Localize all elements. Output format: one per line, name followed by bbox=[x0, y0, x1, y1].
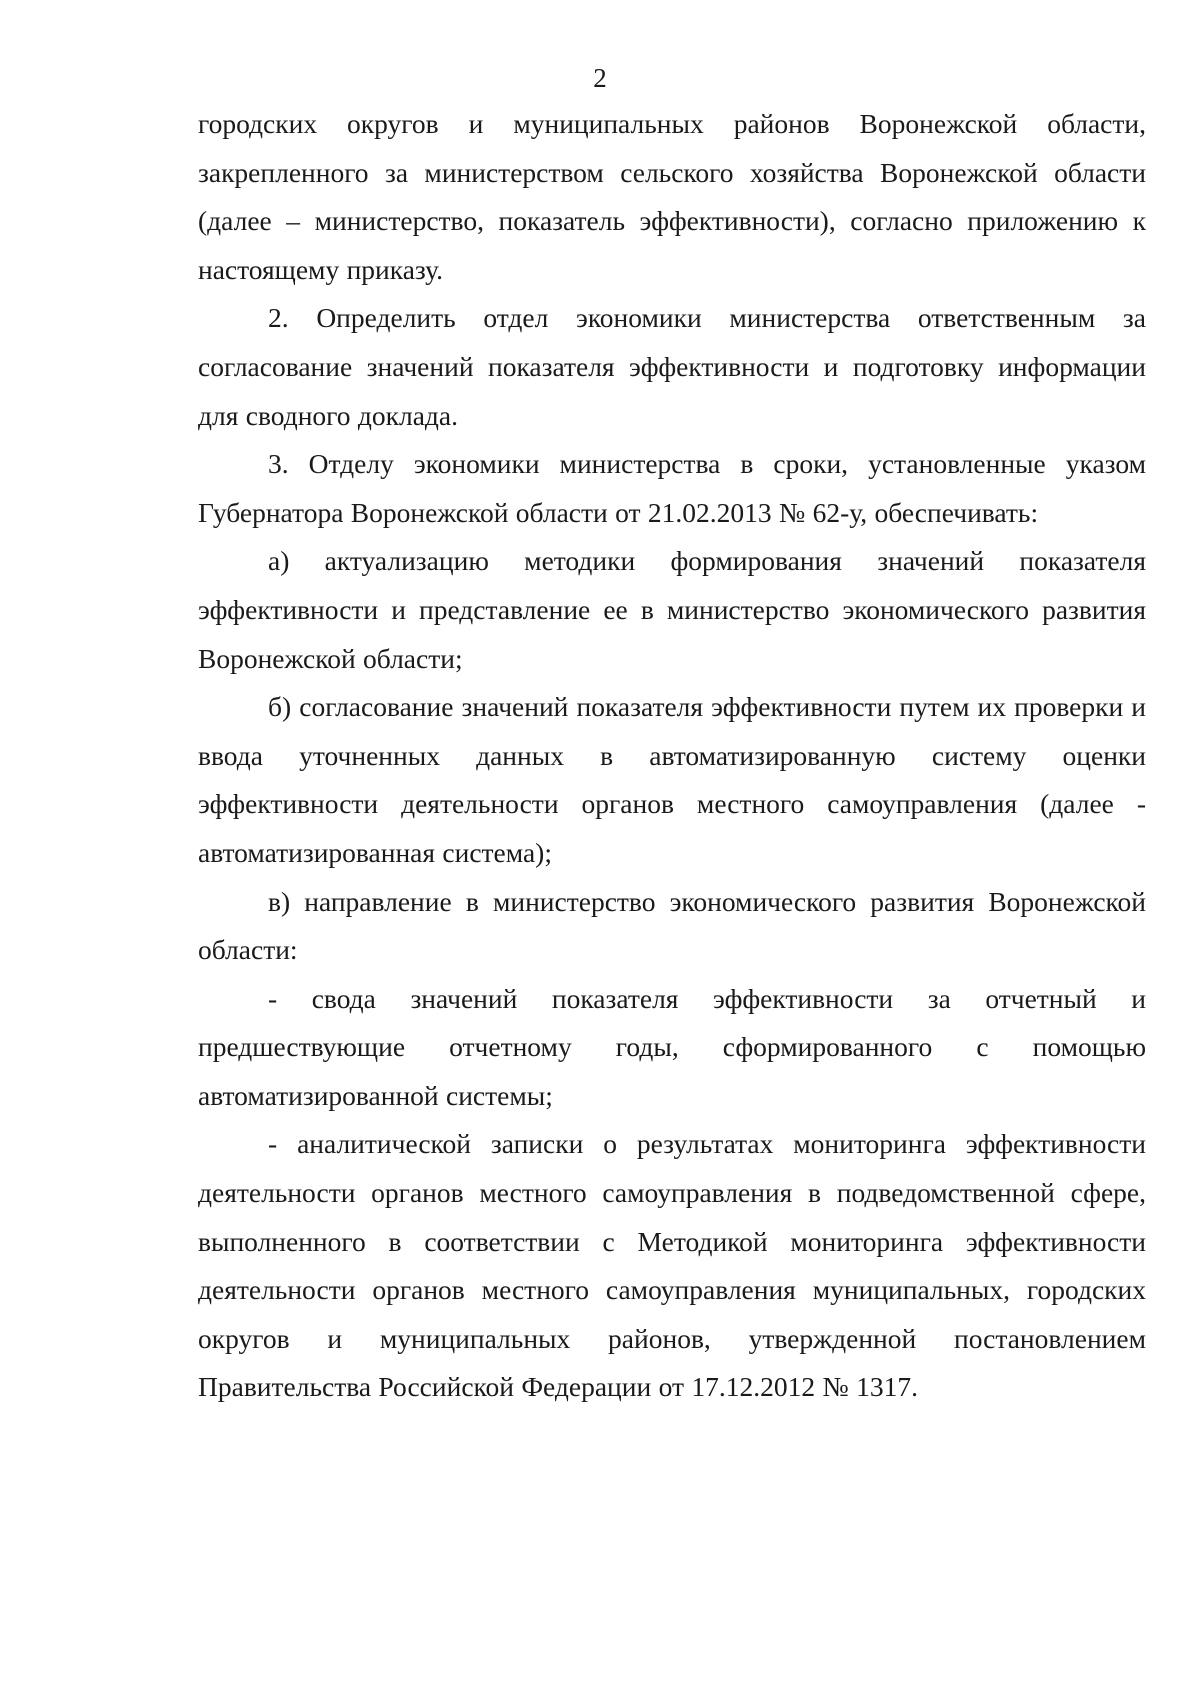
paragraph-item-3v: в) направление в министерство экономического развития Воронежской области: bbox=[198, 885, 1146, 966]
paragraph-item-3v-dash1: - свода значений показателя эффективности за отчетный и предшествующие отчетному годы, сформированного с помощью автоматизированной системы; bbox=[198, 982, 1146, 1111]
paragraph-item-2: 2. Определить отдел экономики министерства ответственным за согласование значений показателя эффективности и подготовку информации для сводного доклада. bbox=[198, 302, 1146, 431]
paragraph-item-3a: а) актуализацию методики формирования значений показателя эффективности и представление ее в министерство экономического развития Воронежской области; bbox=[198, 545, 1146, 674]
paragraph-item-3: 3. Отделу экономики министерства в сроки, установленные указом Губернатора Воронежской области от 21.02.2013 № 62-у, обеспечивать: bbox=[198, 448, 1146, 528]
document-body bbox=[198, 100, 1146, 1412]
paragraph-intro-continuation: городских округов и муниципальных районов Воронежской области, закрепленного за министерством сельского хозяйства Воронежской области (далее – министерство, показатель эффективности), согласно приложению к настоящему приказу. bbox=[198, 108, 1146, 285]
page-number: 2 bbox=[593, 63, 607, 93]
paragraph-item-3b: б) согласование значений показателя эффективности путем их проверки и ввода уточненных данных в автоматизированную систему оценки эффективности деятельности органов местного самоуправления (далее - автоматизированная система); bbox=[198, 691, 1146, 868]
paragraph-item-3v-dash2: - аналитической записки о результатах мониторинга эффективности деятельности органов местного самоуправления в подведомственной сфере, выполненного в соответствии с Методикой мониторинга эффективности деятельности органов местного самоуправления муниципальных, городских округов и муниципальных районов, утвержденной постановлением Правительства Российской Федерации от 17.12.2012 № 1317. bbox=[198, 1128, 1146, 1403]
